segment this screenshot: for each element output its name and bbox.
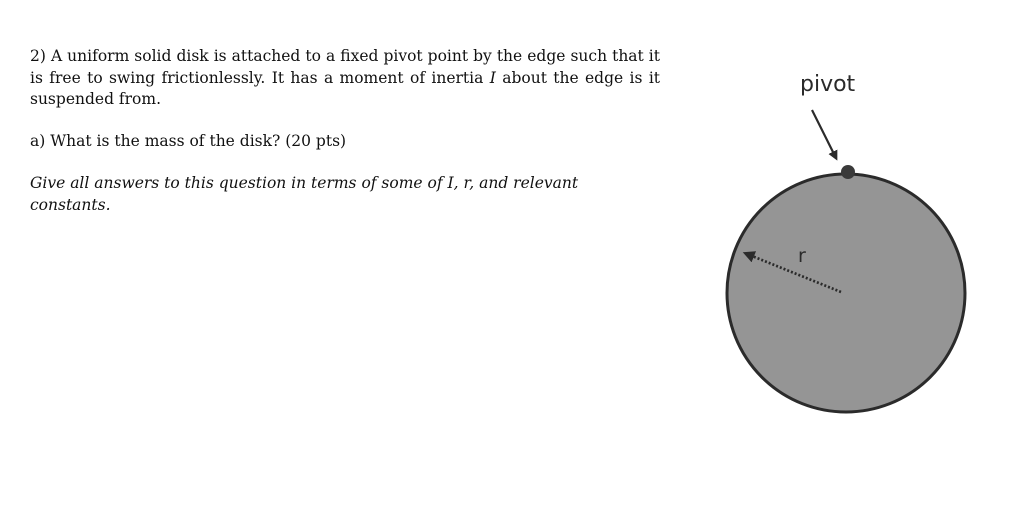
instruction-part2: and relevant constants. [30, 174, 579, 214]
instruction [30, 173, 660, 216]
question-text: What is the mass of the disk? (20 pts) [50, 131, 347, 150]
problem-intro-part2: about the edge is it suspended from. [30, 68, 661, 108]
pivot-arrow [812, 110, 836, 158]
problem-number: 2) [30, 47, 46, 65]
inertia-symbol: I [489, 68, 496, 87]
disk-figure [700, 50, 1000, 430]
disk-diagram [700, 50, 1000, 430]
instruction-part1: Give all answers to this question in terms of some of [30, 174, 443, 192]
problem-intro-part1: A uniform solid disk is attached to a fixed pivot point by the edge such that it is free to swing frictionlessly. It has a moment of inertia [30, 47, 660, 87]
problem-statement [30, 46, 660, 111]
question-label: a) [30, 131, 46, 150]
pivot-dot [841, 165, 855, 179]
radius-label: r [798, 245, 806, 267]
pivot-label: pivot [800, 72, 856, 97]
disk [727, 174, 965, 412]
question-a [30, 131, 660, 153]
problem-text [30, 46, 660, 216]
instruction-symbols: I, r, [447, 174, 475, 192]
